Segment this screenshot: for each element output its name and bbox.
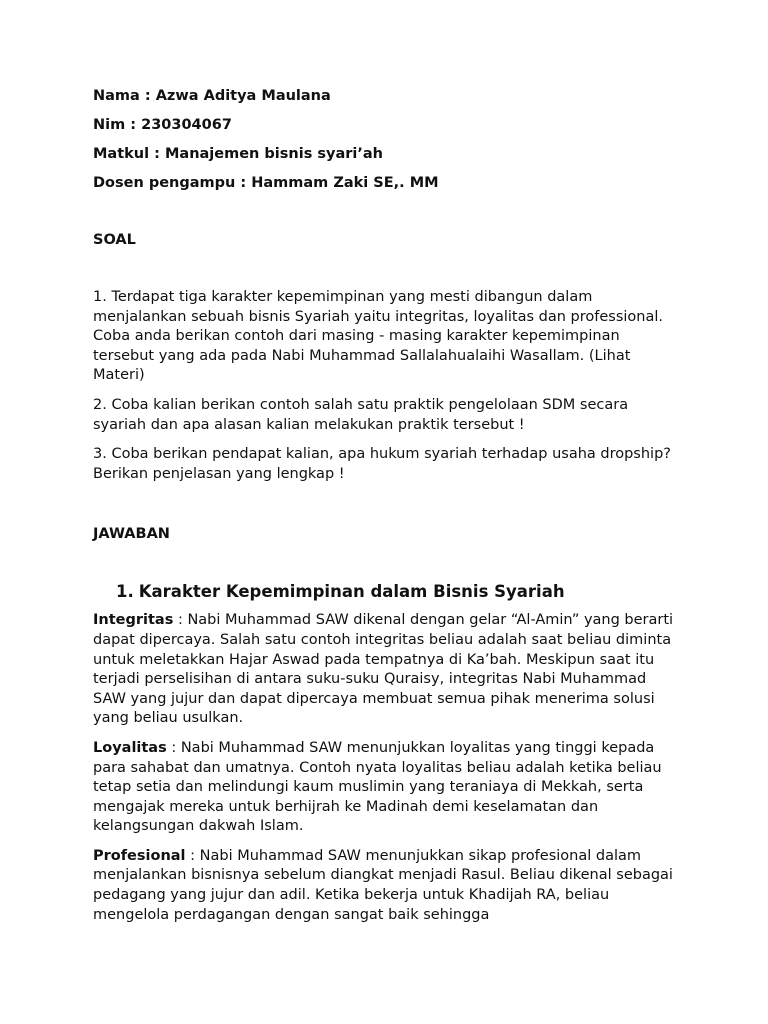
soal-heading: SOAL bbox=[93, 232, 136, 248]
paragraph-integritas bbox=[93, 611, 683, 729]
answer-1-number: 1. bbox=[116, 582, 134, 602]
course-name: Matkul : Manajemen bisnis syari’ah bbox=[93, 146, 383, 162]
term-profesional: Profesional bbox=[93, 847, 186, 864]
lecturer-name: Dosen pengampu : Hammam Zaki SE,. MM bbox=[93, 175, 439, 191]
question-2: 2. Coba kalian berikan contoh salah satu praktik pengelolaan SDM secara syariah dan apa alasan kalian melakukan praktik tersebut ! bbox=[93, 396, 629, 433]
text-profesional: : Nabi Muhammad SAW menunjukkan sikap profesional dalam menjalankan bisnisnya sebelum diangkat menjadi Rasul. Beliau dikenal sebagai pedagang yang jujur dan adil. Ketika bekerja untuk Khadijah RA, beliau mengelola perdagangan dengan sangat baik sehingga bbox=[93, 847, 673, 923]
paragraph-loyalitas bbox=[93, 739, 683, 837]
student-id: Nim : 230304067 bbox=[93, 117, 232, 133]
term-loyalitas: Loyalitas bbox=[93, 739, 167, 756]
document-page bbox=[93, 86, 683, 925]
term-integritas: Integritas bbox=[93, 612, 174, 629]
text-integritas: : Nabi Muhammad SAW dikenal dengan gelar “Al-Amin” yang berarti dapat dipercaya. Salah satu contoh integritas beliau adalah saat beliau diminta untuk meletakkan Hajar Aswad pada tempatnya di Ka’bah. Meskipun saat itu terjadi perselisihan di antara suku-suku Quraisy, integritas Nabi Muhammad SAW yang jujur dan dapat dipercaya membuat semua pihak menerima solusi yang beliau usulkan. bbox=[93, 612, 674, 727]
answer-1-title: Karakter Kepemimpinan dalam Bisnis Syariah bbox=[138, 582, 565, 602]
student-name: Nama : Azwa Aditya Maulana bbox=[93, 88, 331, 104]
jawaban-heading: JAWABAN bbox=[93, 526, 170, 543]
answer-1-heading bbox=[116, 581, 683, 603]
question-1: 1. Terdapat tiga karakter kepemimpinan yang mesti dibangun dalam menjalankan sebuah bisnis Syariah yaitu integritas, loyalitas dan professional. Coba anda berikan contoh dari masing - masing karakter kepemimpinan tersebut yang ada pada Nabi Muhammad Sallalahualaihi Wasallam. (Lihat Materi) bbox=[93, 289, 664, 384]
text-loyalitas: : Nabi Muhammad SAW menunjukkan loyalitas yang tinggi kepada para sahabat dan umatnya. Contoh nyata loyalitas beliau adalah ketika beliau tetap setia dan melindungi kaum muslimin yang teraniaya di Mekkah, serta mengajak mereka untuk berhijrah ke Madinah demi keselamatan dan kelangsungan dakwah Islam. bbox=[93, 739, 662, 835]
question-3: 3. Coba berikan pendapat kalian, apa hukum syariah terhadap usaha dropship? Berikan penjelasan yang lengkap ! bbox=[93, 446, 671, 482]
paragraph-profesional bbox=[93, 847, 683, 925]
